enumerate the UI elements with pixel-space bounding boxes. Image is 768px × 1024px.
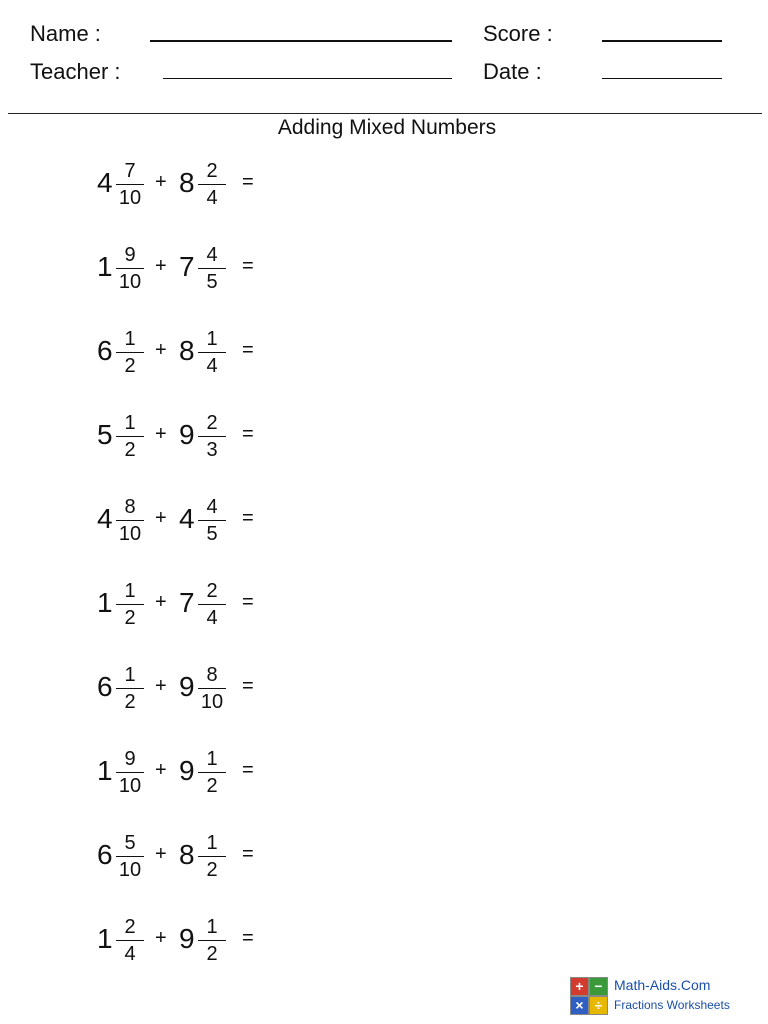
- problem-row: [0, 741, 400, 811]
- whole-number: 8: [179, 335, 195, 366]
- fraction: [116, 579, 144, 630]
- denominator: 4: [206, 187, 218, 209]
- problem-row: [0, 237, 400, 307]
- numerator: 8: [206, 664, 218, 686]
- problem-row: [0, 405, 400, 475]
- denominator: 5: [206, 523, 218, 545]
- logo-subtitle: Fractions Worksheets: [614, 998, 730, 1012]
- header-divider: [8, 113, 762, 114]
- plus-tile-icon: +: [570, 977, 589, 996]
- denominator: 10: [200, 691, 224, 713]
- fraction-bar: [116, 772, 144, 773]
- denominator: 4: [206, 355, 218, 377]
- name-label: Name :: [30, 21, 101, 46]
- fraction-bar: [198, 352, 226, 353]
- fraction: [198, 159, 226, 210]
- fraction-bar: [116, 352, 144, 353]
- equals-sign: =: [242, 255, 254, 277]
- whole-number: 7: [179, 251, 195, 282]
- fraction-bar: [116, 688, 144, 689]
- problem-row: [0, 489, 400, 559]
- math-aids-logo: [568, 976, 768, 1016]
- numerator: 9: [124, 748, 136, 770]
- logo-name: Math-Aids.Com: [614, 977, 711, 993]
- numerator: 8: [124, 496, 136, 518]
- numerator: 9: [124, 244, 136, 266]
- numerator: 2: [206, 160, 218, 182]
- denominator: 2: [206, 775, 218, 797]
- denominator: 2: [124, 439, 136, 461]
- fraction-bar: [198, 940, 226, 941]
- problem-row: [0, 573, 400, 643]
- fraction: [116, 915, 144, 966]
- whole-number: 1: [97, 923, 113, 954]
- teacher-line: [163, 78, 452, 79]
- equals-sign: =: [242, 507, 254, 529]
- fraction-bar: [116, 604, 144, 605]
- numerator: 1: [124, 664, 136, 686]
- denominator: 10: [118, 775, 142, 797]
- worksheet-title: Adding Mixed Numbers: [277, 116, 497, 139]
- fraction: [198, 327, 226, 378]
- whole-number: 7: [179, 587, 195, 618]
- whole-number: 6: [97, 839, 113, 870]
- denominator: 2: [124, 691, 136, 713]
- fraction-bar: [198, 772, 226, 773]
- numerator: 7: [124, 160, 136, 182]
- whole-number: 5: [97, 419, 113, 450]
- fraction-bar: [116, 436, 144, 437]
- plus-operator: +: [155, 759, 167, 781]
- fraction: [198, 243, 226, 294]
- fraction-bar: [198, 688, 226, 689]
- denominator: 3: [206, 439, 218, 461]
- denominator: 10: [118, 859, 142, 881]
- fraction-bar: [198, 604, 226, 605]
- equals-sign: =: [242, 927, 254, 949]
- plus-operator: +: [155, 507, 167, 529]
- denominator: 4: [206, 607, 218, 629]
- problem-row: [0, 153, 400, 223]
- fraction-bar: [116, 184, 144, 185]
- problem-row: [0, 657, 400, 727]
- fraction: [116, 495, 144, 546]
- problem-row: [0, 321, 400, 391]
- denominator: 5: [206, 271, 218, 293]
- whole-number: 4: [179, 503, 195, 534]
- denominator: 10: [118, 187, 142, 209]
- numerator: 5: [124, 832, 136, 854]
- equals-sign: =: [242, 591, 254, 613]
- plus-operator: +: [155, 171, 167, 193]
- fraction-bar: [198, 184, 226, 185]
- fraction-bar: [198, 520, 226, 521]
- fraction: [198, 663, 226, 714]
- fraction-bar: [198, 268, 226, 269]
- equals-sign: =: [242, 759, 254, 781]
- score-line: [602, 40, 722, 42]
- fraction: [116, 411, 144, 462]
- fraction: [116, 747, 144, 798]
- teacher-label: Teacher :: [30, 59, 121, 84]
- fraction: [198, 495, 226, 546]
- whole-number: 4: [97, 503, 113, 534]
- numerator: 1: [124, 580, 136, 602]
- plus-operator: +: [155, 927, 167, 949]
- numerator: 2: [206, 412, 218, 434]
- numerator: 1: [206, 328, 218, 350]
- denominator: 2: [206, 943, 218, 965]
- fraction: [198, 831, 226, 882]
- denominator: 2: [206, 859, 218, 881]
- numerator: 1: [124, 412, 136, 434]
- date-label: Date :: [483, 59, 542, 84]
- fraction: [116, 327, 144, 378]
- whole-number: 9: [179, 923, 195, 954]
- plus-operator: +: [155, 591, 167, 613]
- plus-operator: +: [155, 675, 167, 697]
- numerator: 2: [206, 580, 218, 602]
- whole-number: 1: [97, 755, 113, 786]
- fraction: [198, 411, 226, 462]
- fraction-bar: [116, 268, 144, 269]
- fraction-bar: [116, 856, 144, 857]
- fraction: [198, 747, 226, 798]
- numerator: 1: [206, 748, 218, 770]
- fraction: [116, 663, 144, 714]
- plus-operator: +: [155, 843, 167, 865]
- plus-operator: +: [155, 339, 167, 361]
- whole-number: 1: [97, 251, 113, 282]
- whole-number: 8: [179, 167, 195, 198]
- fraction-bar: [198, 856, 226, 857]
- denominator: 4: [124, 943, 136, 965]
- numerator: 1: [206, 916, 218, 938]
- whole-number: 8: [179, 839, 195, 870]
- problem-row: [0, 825, 400, 895]
- fraction: [116, 159, 144, 210]
- whole-number: 9: [179, 419, 195, 450]
- numerator: 1: [206, 832, 218, 854]
- numerator: 4: [206, 244, 218, 266]
- denominator: 2: [124, 607, 136, 629]
- minus-tile-icon: −: [589, 977, 608, 996]
- numerator: 2: [124, 916, 136, 938]
- fraction: [198, 915, 226, 966]
- numerator: 4: [206, 496, 218, 518]
- plus-operator: +: [155, 255, 167, 277]
- problem-row: [0, 909, 400, 979]
- whole-number: 4: [97, 167, 113, 198]
- equals-sign: =: [242, 171, 254, 193]
- fraction: [116, 243, 144, 294]
- score-label: Score :: [483, 21, 553, 46]
- divide-tile-icon: ÷: [589, 996, 608, 1015]
- denominator: 10: [118, 523, 142, 545]
- whole-number: 9: [179, 671, 195, 702]
- denominator: 10: [118, 271, 142, 293]
- plus-operator: +: [155, 423, 167, 445]
- equals-sign: =: [242, 423, 254, 445]
- equals-sign: =: [242, 843, 254, 865]
- whole-number: 9: [179, 755, 195, 786]
- fraction-bar: [116, 520, 144, 521]
- numerator: 1: [124, 328, 136, 350]
- equals-sign: =: [242, 339, 254, 361]
- times-tile-icon: ×: [570, 996, 589, 1015]
- name-line: [150, 40, 452, 42]
- fraction-bar: [116, 940, 144, 941]
- fraction: [198, 579, 226, 630]
- denominator: 2: [124, 355, 136, 377]
- whole-number: 1: [97, 587, 113, 618]
- logo-tiles: [568, 976, 608, 1016]
- fraction: [116, 831, 144, 882]
- whole-number: 6: [97, 335, 113, 366]
- fraction-bar: [198, 436, 226, 437]
- date-line: [602, 78, 722, 79]
- equals-sign: =: [242, 675, 254, 697]
- whole-number: 6: [97, 671, 113, 702]
